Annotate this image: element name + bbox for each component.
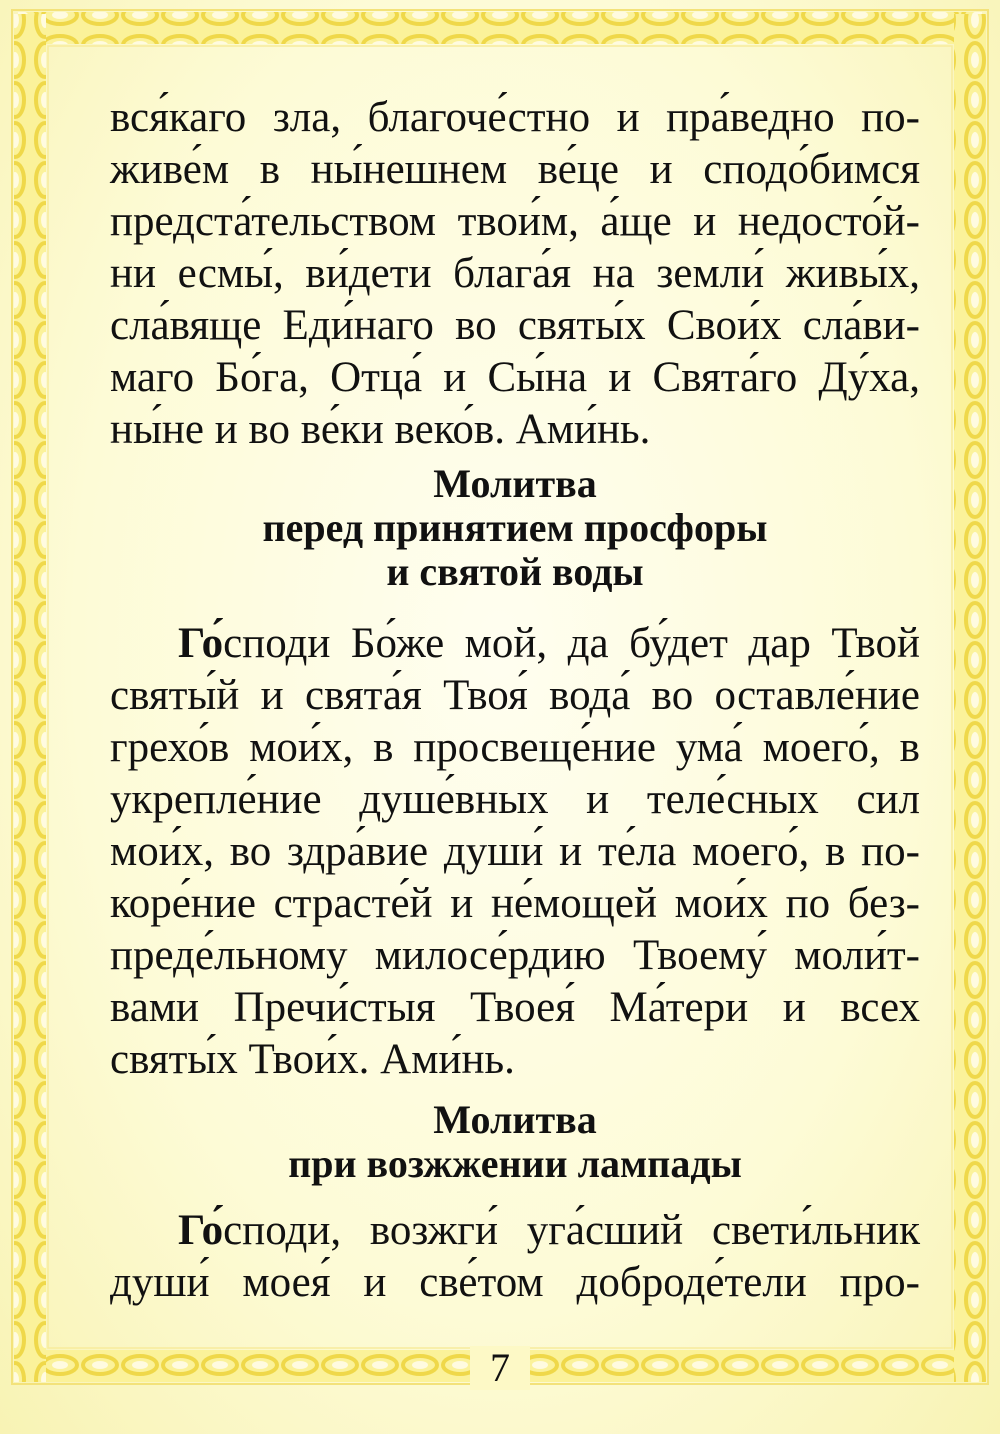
text-line: сла́вяще Еди́наго во святы́х Свои́х сла́ви-: [110, 302, 920, 349]
prayer-1-heading: [110, 462, 920, 594]
text-line: укрепле́ние душе́вных и теле́сных сил: [110, 776, 920, 823]
page-number: 7: [470, 1346, 530, 1390]
heading-line: перед принятием просфоры: [262, 505, 768, 550]
text-line: коре́ние страсте́й и не́мощей мои́х по без-: [110, 880, 920, 927]
prayer-2-body: [110, 1205, 920, 1309]
heading-line: и святой воды: [386, 549, 644, 594]
text-line: ны́не и во ве́ки веко́в. Ами́нь.: [110, 406, 651, 453]
first-line-rest: споди, возжги́ уга́сший свети́льник: [223, 1207, 920, 1254]
first-line-rest: споди Бо́же мой, да бу́дет дар Твой: [223, 620, 920, 667]
heading-line: Молитва: [433, 1097, 597, 1142]
drop-initial: Го́: [178, 620, 224, 667]
text-line-first: [110, 618, 920, 670]
prayer-1-body: [110, 618, 920, 1086]
continuation-text: [110, 92, 920, 456]
heading-line: при возжжении лампады: [288, 1141, 742, 1186]
text-line: ни есмы́, ви́дети блага́я на земли́ живы́х,: [110, 250, 920, 297]
text-line: преде́льному милосе́рдию Твоему́ моли́т-: [110, 932, 920, 979]
text-line: души́ моея́ и све́том доброде́тели про-: [110, 1259, 920, 1306]
drop-initial: Го́: [178, 1207, 224, 1254]
text-line: святы́й и свята́я Твоя́ вода́ во оставле́ние: [110, 672, 920, 719]
text-line: вами Пречи́стыя Твоея́ Ма́тери и всех: [110, 984, 920, 1031]
text-line: предста́тельством твои́м, а́ще и недосто́й-: [110, 198, 920, 245]
heading-line: Молитва: [433, 461, 597, 506]
text-line: мои́х, во здра́вие души́ и те́ла моего́, в по-: [110, 828, 920, 875]
text-line: живе́м в ны́нешнем ве́це и сподо́бимся: [110, 146, 920, 193]
text-line: маго Бо́га, Отца́ и Сы́на и Свята́го Ду́ха,: [110, 354, 920, 401]
text-line: вся́каго зла, благоче́стно и пра́ведно по-: [110, 94, 920, 141]
text-line-first: [110, 1205, 920, 1257]
text-line: святы́х Твои́х. Ами́нь.: [110, 1036, 515, 1083]
text-line: грехо́в мои́х, в просвеще́ние ума́ моего́, в: [110, 724, 920, 771]
prayer-2-heading: [110, 1098, 920, 1186]
